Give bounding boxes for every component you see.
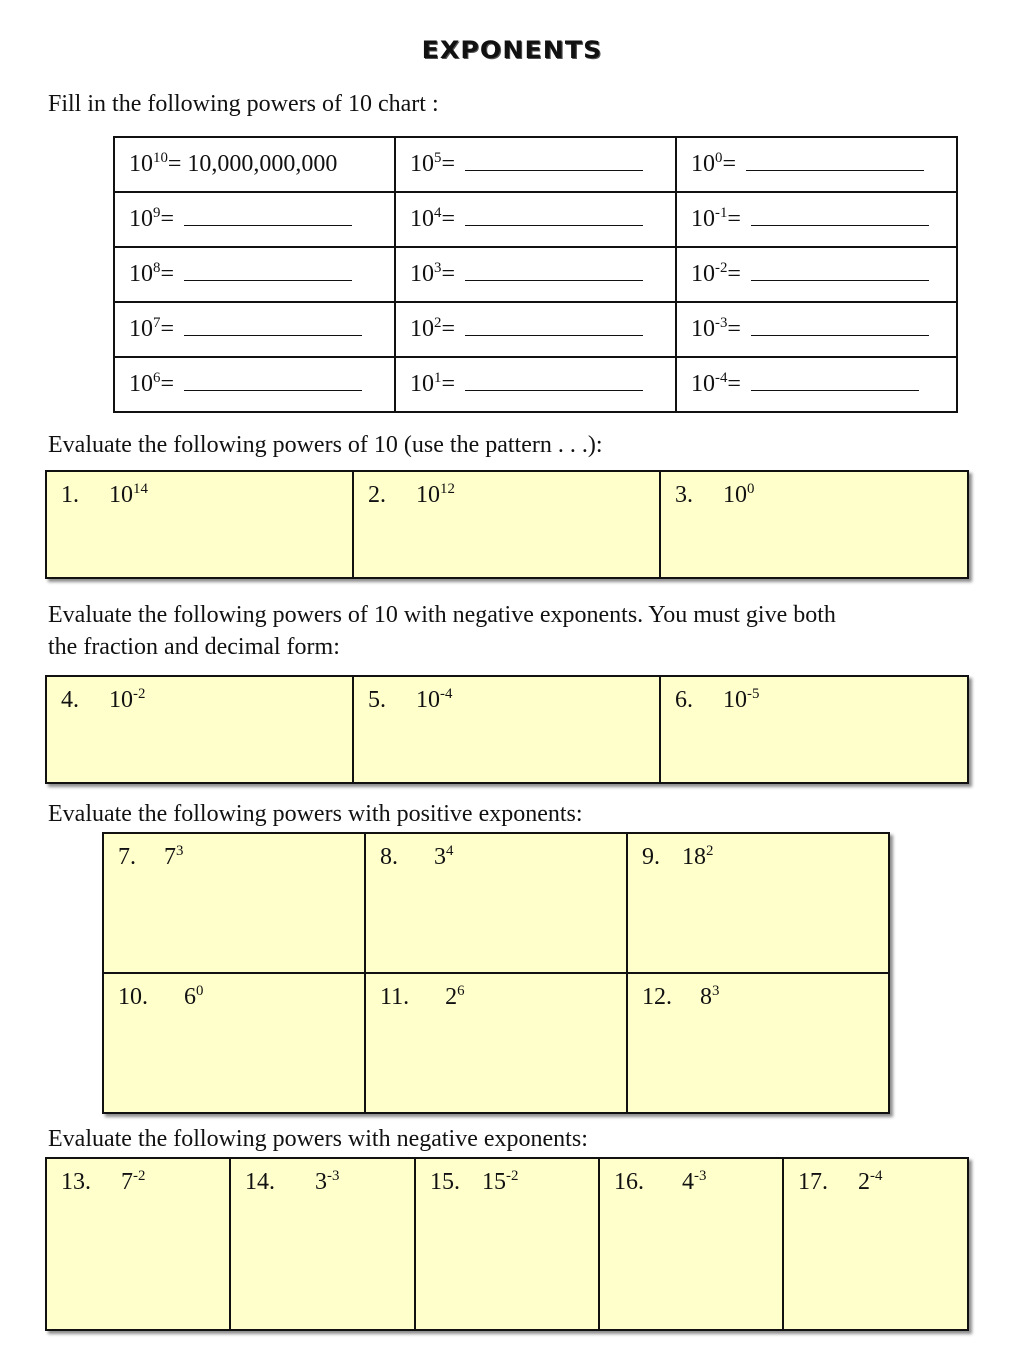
problem-row	[46, 676, 968, 783]
problem-cell	[783, 1158, 968, 1330]
power-equals: =	[727, 316, 741, 342]
power-base: 10	[129, 316, 153, 342]
power-exponent: 2	[434, 314, 442, 331]
problem-box-negative-ten	[45, 675, 969, 784]
chart-cell	[114, 302, 395, 357]
problem-number: 15.	[430, 1169, 460, 1195]
problem-box-negative-exponents	[45, 1157, 969, 1331]
problem-number: 5.	[368, 687, 386, 713]
problem-exponent: -4	[870, 1167, 883, 1184]
power-base: 10	[410, 371, 434, 397]
answer-blank	[184, 211, 352, 226]
problem-exponent: 6	[457, 982, 465, 999]
problem-box-positive-exponents	[102, 832, 890, 1114]
problem-number: 8.	[380, 844, 398, 870]
chart-cell	[114, 192, 395, 247]
section-heading-powers-chart: Fill in the following powers of 10 chart :	[48, 91, 439, 117]
power-equals: =	[441, 151, 455, 177]
power-base: 10	[129, 261, 153, 287]
chart-cell	[676, 247, 957, 302]
power-equals: =	[722, 151, 736, 177]
power-equals: = 10,000,000,000	[167, 151, 338, 177]
problem-number: 16.	[614, 1169, 644, 1195]
problem-base: 10	[109, 482, 133, 508]
problem-cell	[660, 471, 968, 578]
chart-cell	[395, 192, 676, 247]
problem-cell	[230, 1158, 415, 1330]
problem-exponent: 3	[712, 982, 720, 999]
answer-blank	[184, 321, 362, 336]
power-base: 10	[691, 261, 715, 287]
power-exponent: 0	[715, 149, 723, 166]
answer-blank	[751, 321, 929, 336]
power-equals: =	[441, 261, 455, 287]
problem-base: 10	[109, 687, 133, 713]
answer-blank	[184, 266, 352, 281]
answer-blank	[751, 211, 929, 226]
power-equals: =	[727, 206, 741, 232]
problem-base: 10	[723, 687, 747, 713]
problem-base: 2	[858, 1169, 870, 1195]
problem-base: 15	[482, 1169, 506, 1195]
section-heading-powers-of-ten: Evaluate the following powers of 10 (use the pattern . . .):	[48, 432, 603, 458]
chart-cell	[676, 357, 957, 412]
chart-row	[114, 302, 957, 357]
power-exponent: -1	[715, 204, 728, 221]
problem-base: 10	[416, 482, 440, 508]
problem-cell	[46, 471, 353, 578]
section-heading-negative-exponents: Evaluate the following powers with negative exponents:	[48, 1126, 588, 1152]
problem-number: 12.	[642, 984, 672, 1010]
answer-blank	[465, 156, 643, 171]
chart-row	[114, 137, 957, 192]
power-equals: =	[160, 206, 174, 232]
problem-exponent: -4	[440, 685, 453, 702]
problem-exponent: -2	[133, 1167, 146, 1184]
problem-exponent: 0	[747, 480, 755, 497]
power-equals: =	[160, 261, 174, 287]
problem-exponent: -3	[327, 1167, 340, 1184]
problem-number: 10.	[118, 984, 148, 1010]
chart-cell	[114, 137, 395, 192]
problem-cell	[627, 833, 889, 973]
problem-number: 7.	[118, 844, 136, 870]
problem-exponent: 2	[706, 842, 714, 859]
problem-row	[103, 973, 889, 1113]
power-base: 10	[410, 261, 434, 287]
problem-base: 8	[700, 984, 712, 1010]
problem-cell	[353, 471, 660, 578]
problem-base: 3	[315, 1169, 327, 1195]
problem-exponent: -2	[133, 685, 146, 702]
power-exponent: -4	[715, 369, 728, 386]
power-exponent: 8	[153, 259, 161, 276]
power-exponent: 1	[434, 369, 442, 386]
problem-cell	[599, 1158, 783, 1330]
chart-cell	[114, 247, 395, 302]
problem-exponent: 14	[133, 480, 148, 497]
power-base: 10	[410, 206, 434, 232]
chart-row	[114, 247, 957, 302]
chart-cell	[114, 357, 395, 412]
problem-row	[46, 471, 968, 578]
power-base: 10	[410, 151, 434, 177]
problem-cell	[365, 973, 627, 1113]
answer-blank	[746, 156, 924, 171]
problem-number: 4.	[61, 687, 79, 713]
chart-cell	[676, 302, 957, 357]
problem-cell	[660, 676, 968, 783]
power-exponent: 5	[434, 149, 442, 166]
chart-cell	[395, 137, 676, 192]
power-exponent: 3	[434, 259, 442, 276]
power-exponent: 10	[153, 149, 168, 166]
answer-blank	[751, 376, 919, 391]
answer-blank	[465, 266, 643, 281]
power-base: 10	[129, 206, 153, 232]
problem-cell	[415, 1158, 599, 1330]
chart-row	[114, 357, 957, 412]
problem-exponent: -3	[694, 1167, 707, 1184]
problem-base: 7	[121, 1169, 133, 1195]
power-equals: =	[727, 261, 741, 287]
problem-number: 1.	[61, 482, 79, 508]
section-heading-positive-exponents: Evaluate the following powers with positive exponents:	[48, 801, 583, 827]
answer-blank	[465, 376, 643, 391]
problem-cell	[103, 973, 365, 1113]
problem-row	[46, 1158, 968, 1330]
problem-number: 9.	[642, 844, 660, 870]
problem-number: 14.	[245, 1169, 275, 1195]
problem-base: 18	[682, 844, 706, 870]
problem-base: 10	[723, 482, 747, 508]
problem-cell	[46, 676, 353, 783]
power-exponent: 9	[153, 204, 161, 221]
powers-of-ten-chart	[113, 136, 958, 413]
power-equals: =	[727, 371, 741, 397]
problem-base: 3	[434, 844, 446, 870]
problem-cell	[365, 833, 627, 973]
power-base: 10	[691, 371, 715, 397]
problem-base: 10	[416, 687, 440, 713]
answer-blank	[751, 266, 929, 281]
section-heading-negative-ten-line2: the fraction and decimal form:	[48, 634, 340, 660]
problem-base: 4	[682, 1169, 694, 1195]
answer-blank	[184, 376, 362, 391]
problem-number: 2.	[368, 482, 386, 508]
problem-cell	[103, 833, 365, 973]
problem-exponent: -5	[747, 685, 760, 702]
power-equals: =	[160, 316, 174, 342]
problem-number: 17.	[798, 1169, 828, 1195]
problem-exponent: 12	[440, 480, 455, 497]
problem-row	[103, 833, 889, 973]
power-base: 10	[129, 371, 153, 397]
problem-base: 7	[164, 844, 176, 870]
power-exponent: 7	[153, 314, 161, 331]
problem-exponent: 3	[176, 842, 184, 859]
power-equals: =	[160, 371, 174, 397]
section-heading-negative-ten-line1: Evaluate the following powers of 10 with negative exponents. You must give both	[48, 602, 836, 628]
problem-exponent: 0	[196, 982, 204, 999]
power-exponent: -2	[715, 259, 728, 276]
chart-cell	[395, 247, 676, 302]
problem-number: 3.	[675, 482, 693, 508]
problem-cell	[46, 1158, 230, 1330]
power-exponent: 6	[153, 369, 161, 386]
chart-cell	[676, 137, 957, 192]
answer-blank	[465, 321, 643, 336]
power-exponent: 4	[434, 204, 442, 221]
power-base: 10	[410, 316, 434, 342]
problem-base: 2	[445, 984, 458, 1010]
problem-number: 6.	[675, 687, 693, 713]
power-equals: =	[441, 206, 455, 232]
power-base: 10	[691, 316, 715, 342]
power-base: 10	[129, 151, 153, 177]
problem-box-powers-of-ten	[45, 470, 969, 579]
problem-cell	[627, 973, 889, 1113]
problem-exponent: -2	[506, 1167, 519, 1184]
power-exponent: -3	[715, 314, 728, 331]
power-equals: =	[441, 371, 455, 397]
power-base: 10	[691, 151, 715, 177]
problem-number: 13.	[61, 1169, 91, 1195]
answer-blank	[465, 211, 643, 226]
chart-cell	[395, 357, 676, 412]
problem-base: 6	[184, 984, 196, 1010]
chart-row	[114, 192, 957, 247]
power-base: 10	[691, 206, 715, 232]
problem-number: 11.	[380, 984, 410, 1010]
chart-cell	[676, 192, 957, 247]
chart-cell	[395, 302, 676, 357]
page-title: EXPONENTS	[421, 36, 603, 64]
power-equals: =	[441, 316, 455, 342]
problem-cell	[353, 676, 660, 783]
problem-exponent: 4	[446, 842, 454, 859]
